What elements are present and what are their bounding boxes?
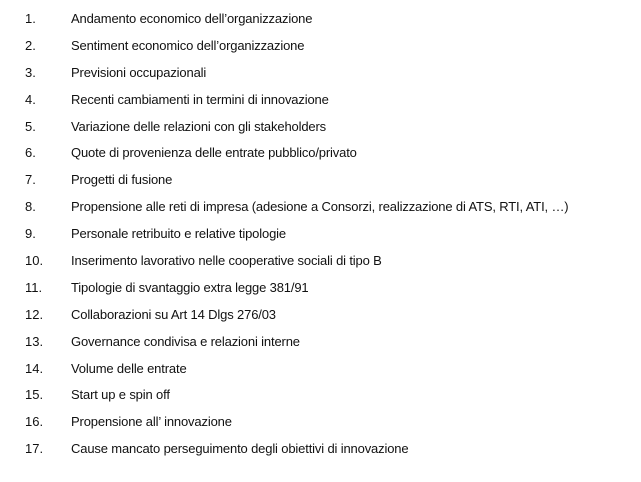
- list-item: [0, 436, 641, 463]
- item-text: Volume delle entrate: [71, 360, 187, 376]
- item-text: Quote di provenienza delle entrate pubblico/privato: [71, 145, 357, 161]
- item-text: Andamento economico dell’organizzazione: [71, 11, 313, 26]
- item-number: 2.: [25, 37, 36, 53]
- item-text: Progetti di fusione: [71, 172, 173, 188]
- item-number: 8.: [25, 199, 36, 215]
- list-item: [0, 356, 641, 383]
- item-text: Inserimento lavorativo nelle cooperative sociali di tipo B: [71, 253, 382, 269]
- list-item: [0, 302, 641, 329]
- item-number: 17.: [25, 441, 44, 457]
- item-text: Variazione delle relazioni con gli stakeholders: [71, 118, 327, 134]
- item-number: 11.: [25, 279, 43, 295]
- list-item: [0, 409, 641, 436]
- item-number: 7.: [25, 172, 36, 188]
- item-number: 9.: [25, 226, 36, 242]
- item-number: 6.: [25, 145, 36, 161]
- list-item: [0, 60, 641, 87]
- numbered-list: [0, 6, 641, 463]
- list-item: [0, 382, 641, 409]
- list-item: [0, 275, 641, 302]
- list-item: [0, 329, 641, 356]
- item-text: Propensione all’ innovazione: [71, 414, 232, 430]
- item-number: 3.: [25, 64, 36, 80]
- item-text: Sentiment economico dell’organizzazione: [71, 37, 305, 53]
- list-item: [0, 248, 641, 275]
- list-item: [0, 140, 641, 167]
- item-text: Governance condivisa e relazioni interne: [71, 333, 300, 349]
- item-number: 16.: [25, 414, 44, 430]
- item-text: Start up e spin off: [71, 387, 170, 403]
- item-text: Collaborazioni su Art 14 Dlgs 276/03: [71, 306, 276, 322]
- item-text: Propensione alle reti di impresa (adesione a Consorzi, realizzazione di ATS, RTI, ATI, …): [71, 199, 569, 215]
- list-item: [0, 33, 641, 60]
- item-number: 13.: [25, 333, 44, 349]
- item-text: Cause mancato perseguimento degli obiettivi di innovazione: [71, 441, 409, 457]
- item-number: 1.: [25, 11, 36, 26]
- list-item: [0, 167, 641, 194]
- item-number: 12.: [25, 306, 44, 322]
- item-number: 14.: [25, 360, 44, 376]
- item-number: 15.: [25, 387, 44, 403]
- item-text: Previsioni occupazionali: [71, 64, 207, 80]
- list-item: [0, 87, 641, 114]
- list-item: [0, 221, 641, 248]
- list-item: [0, 114, 641, 141]
- item-number: 10.: [25, 253, 44, 269]
- item-text: Personale retribuito e relative tipologie: [71, 226, 286, 242]
- item-number: 4.: [25, 91, 36, 107]
- list-item: [0, 194, 641, 221]
- list-item: [0, 6, 641, 33]
- item-text: Recenti cambiamenti in termini di innovazione: [71, 91, 329, 107]
- item-text: Tipologie di svantaggio extra legge 381/91: [71, 279, 309, 295]
- item-number: 5.: [25, 118, 36, 134]
